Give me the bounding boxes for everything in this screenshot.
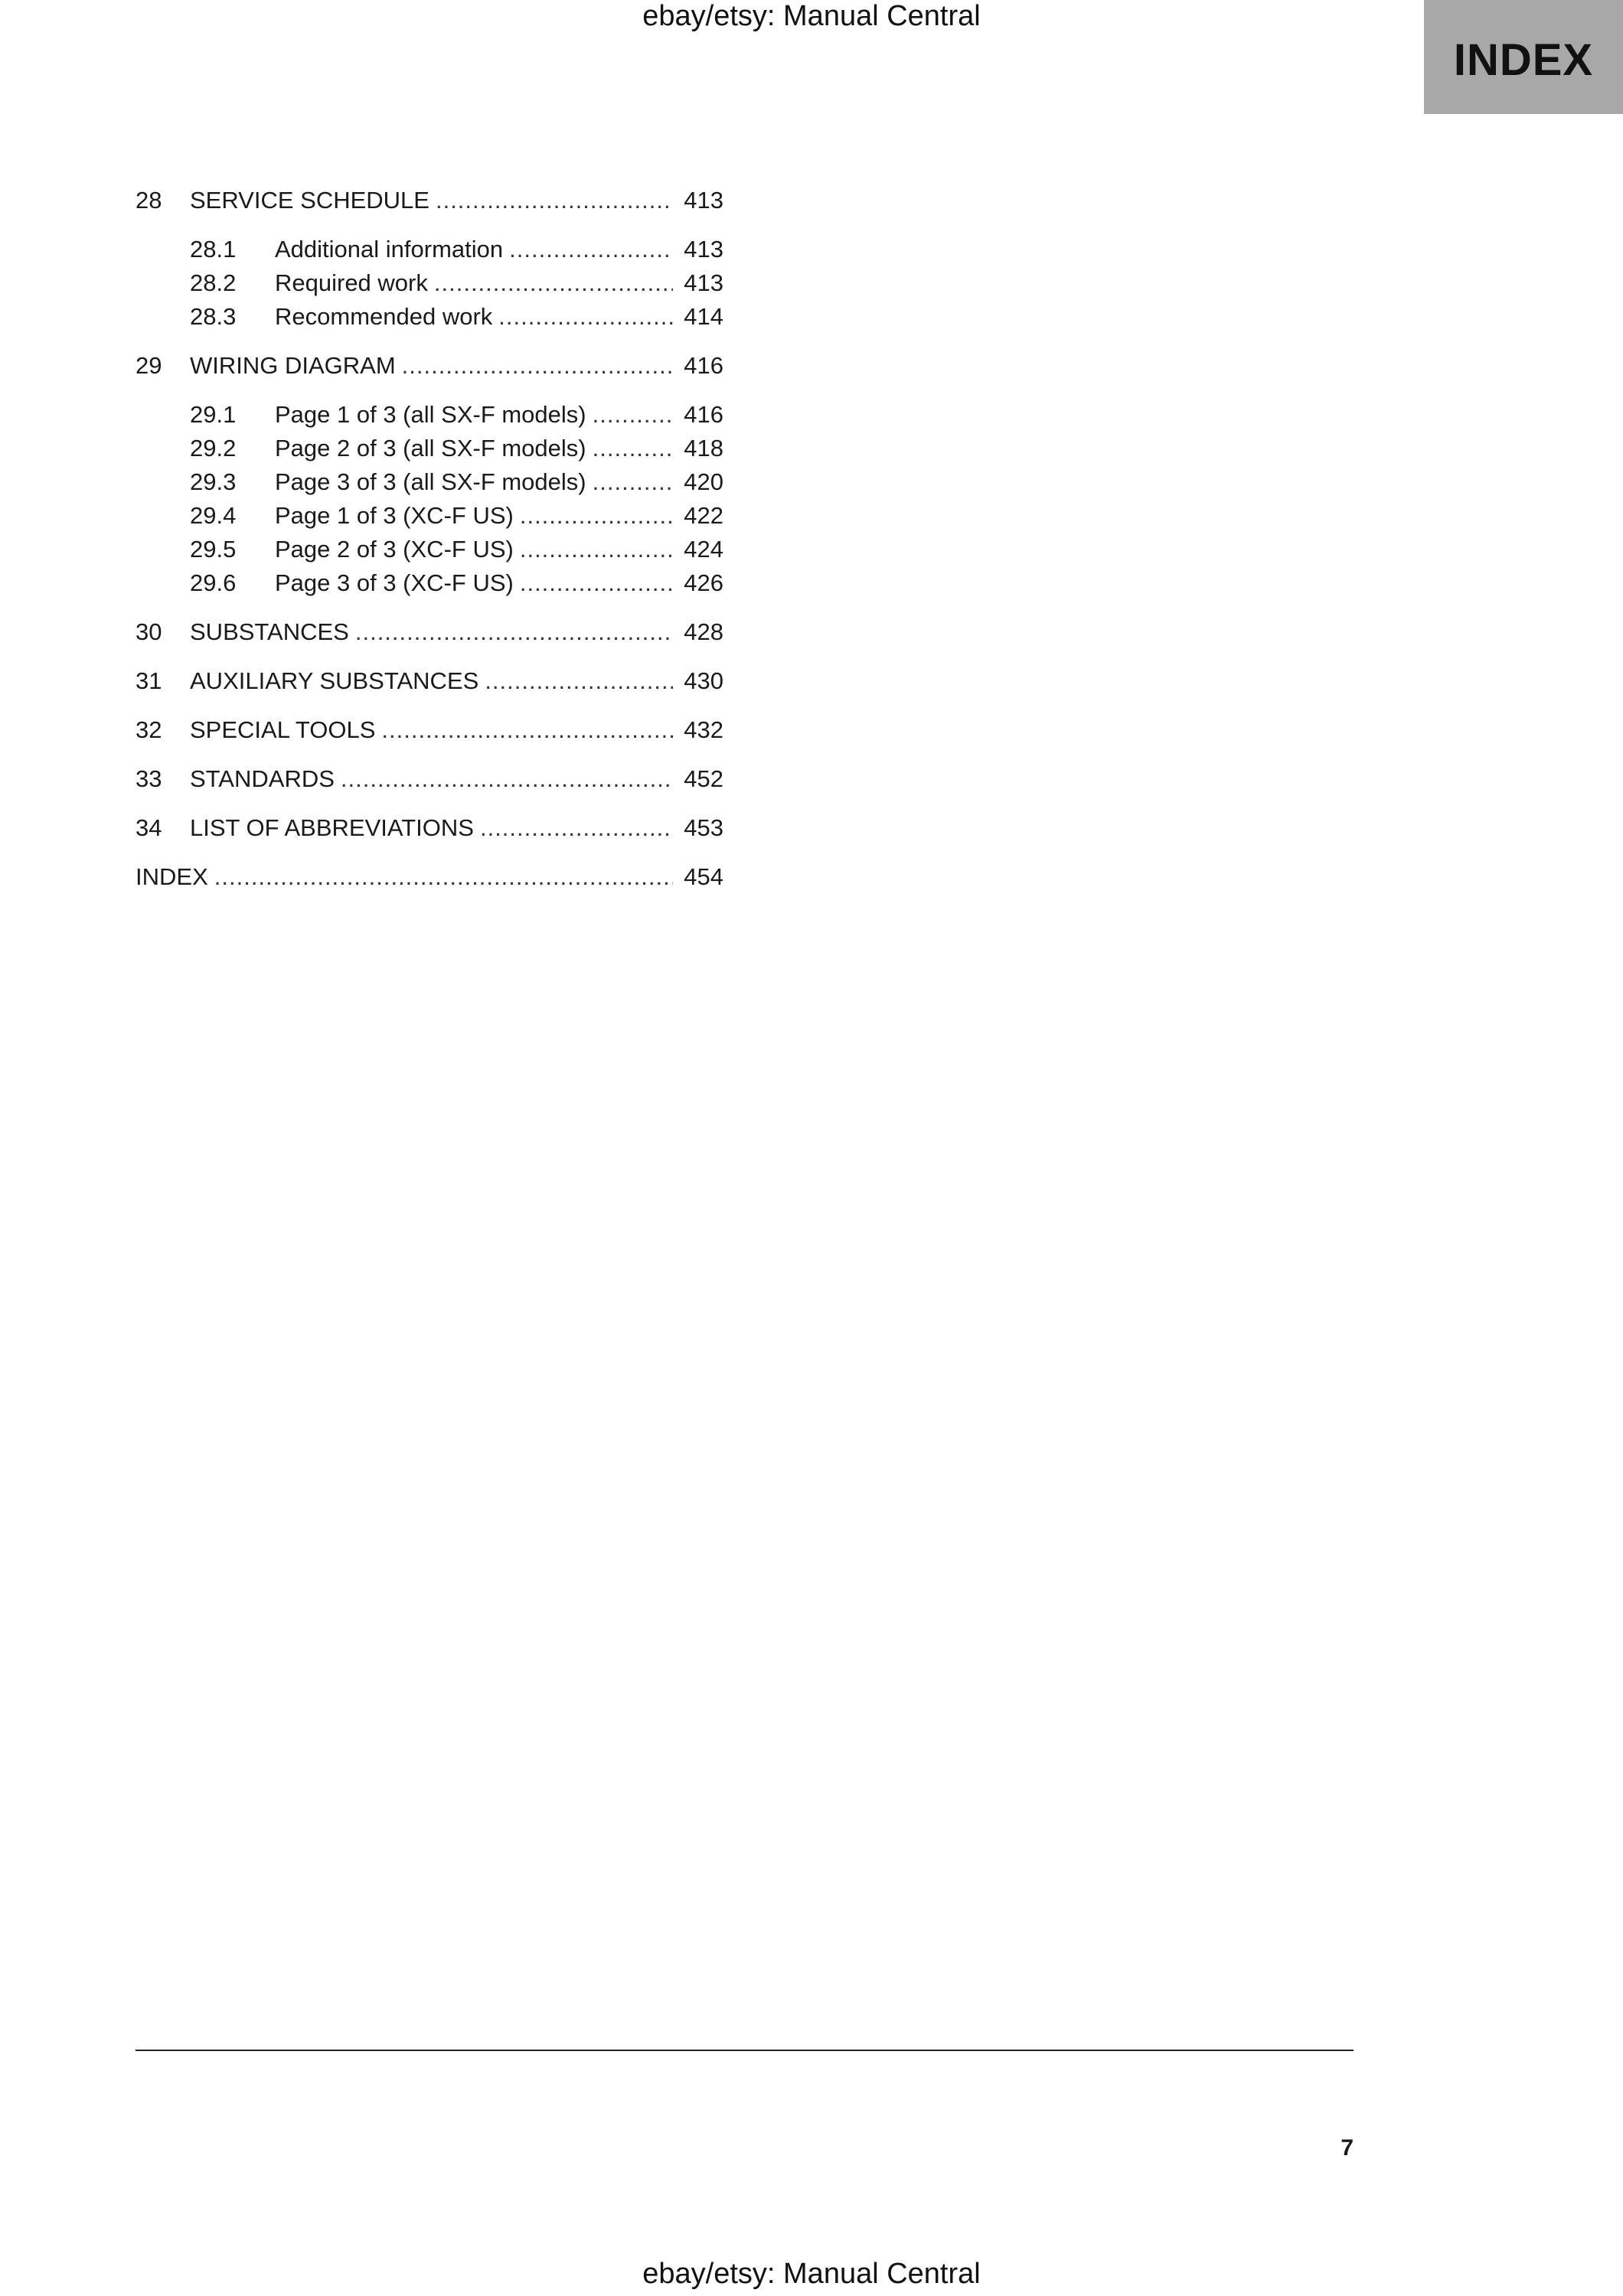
- dot-leader: [436, 184, 673, 217]
- toc-entry-page: 453: [684, 814, 723, 841]
- toc-entry-number: 28.3: [190, 303, 237, 330]
- toc-entry-29[interactable]: [136, 349, 723, 383]
- toc-entry-title: Additional information: [275, 236, 504, 263]
- dot-leader: [355, 615, 673, 649]
- table-of-contents: [136, 184, 723, 894]
- header-watermark: ebay/etsy: Manual Central: [642, 0, 981, 32]
- dot-leader: [381, 713, 673, 747]
- toc-entry-number: 29.3: [190, 468, 237, 495]
- dot-leader: [520, 566, 673, 600]
- toc-entry-28-2[interactable]: [136, 266, 723, 300]
- toc-entry-title: Recommended work: [275, 303, 493, 330]
- toc-entry-title: INDEX: [136, 863, 208, 890]
- toc-entry-page: 416: [684, 401, 723, 428]
- toc-entry-29-6[interactable]: [136, 566, 723, 600]
- toc-entry-page: 454: [684, 863, 723, 890]
- dot-leader: [485, 664, 673, 698]
- toc-entry-page: 413: [684, 187, 723, 214]
- toc-entry-page: 426: [684, 569, 723, 596]
- toc-entry-28[interactable]: [136, 184, 723, 217]
- toc-entry-number: 30: [136, 618, 162, 645]
- toc-entry-index[interactable]: [136, 860, 723, 894]
- dot-leader: [593, 398, 673, 432]
- dot-leader: [593, 432, 673, 465]
- toc-entry-page: 414: [684, 303, 723, 330]
- toc-entry-page: 422: [684, 502, 723, 529]
- toc-entry-title: Page 2 of 3 (XC-F US): [275, 536, 514, 563]
- toc-entry-number: 29.2: [190, 435, 237, 461]
- section-tab-index: INDEX: [1424, 0, 1623, 114]
- toc-entry-28-3[interactable]: [136, 300, 723, 334]
- toc-entry-33[interactable]: [136, 762, 723, 796]
- toc-entry-page: 428: [684, 618, 723, 645]
- toc-entry-title: SUBSTANCES: [190, 618, 349, 645]
- toc-entry-title: WIRING DIAGRAM: [190, 352, 396, 379]
- toc-entry-number: 29.5: [190, 536, 237, 563]
- toc-entry-title: Page 1 of 3 (all SX-F models): [275, 401, 586, 428]
- toc-entry-29-5[interactable]: [136, 533, 723, 566]
- toc-entry-title: SPECIAL TOOLS: [190, 716, 376, 743]
- toc-entry-page: 418: [684, 435, 723, 461]
- toc-entry-31[interactable]: [136, 664, 723, 698]
- toc-entry-number: 28.2: [190, 269, 237, 296]
- toc-entry-title: STANDARDS: [190, 765, 335, 792]
- dot-leader: [402, 349, 673, 383]
- dot-leader: [520, 499, 673, 533]
- toc-entry-32[interactable]: [136, 713, 723, 747]
- footer-watermark: ebay/etsy: Manual Central: [642, 2258, 981, 2290]
- dot-leader: [509, 233, 673, 266]
- footer-divider: [136, 2050, 1354, 2051]
- toc-entry-number: 34: [136, 814, 162, 841]
- toc-entry-number: 29.1: [190, 401, 237, 428]
- toc-entry-29-1[interactable]: [136, 398, 723, 432]
- toc-entry-number: 31: [136, 667, 162, 694]
- toc-entry-number: 33: [136, 765, 162, 792]
- toc-entry-title: Page 1 of 3 (XC-F US): [275, 502, 514, 529]
- toc-entry-number: 28.1: [190, 236, 237, 263]
- toc-entry-title: SERVICE SCHEDULE: [190, 187, 429, 214]
- toc-entry-number: 29: [136, 352, 162, 379]
- dot-leader: [214, 860, 673, 894]
- toc-entry-title: Page 3 of 3 (XC-F US): [275, 569, 514, 596]
- dot-leader: [498, 300, 673, 334]
- toc-entry-page: 424: [684, 536, 723, 563]
- dot-leader: [341, 762, 673, 796]
- toc-entry-number: 29.4: [190, 502, 237, 529]
- toc-entry-29-2[interactable]: [136, 432, 723, 465]
- toc-entry-28-1[interactable]: [136, 233, 723, 266]
- toc-entry-page: 416: [684, 352, 723, 379]
- dot-leader: [480, 811, 673, 845]
- dot-leader: [520, 533, 673, 566]
- toc-entry-page: 430: [684, 667, 723, 694]
- toc-entry-number: 32: [136, 716, 162, 743]
- page-number: 7: [1341, 2135, 1354, 2161]
- toc-entry-30[interactable]: [136, 615, 723, 649]
- toc-entry-29-4[interactable]: [136, 499, 723, 533]
- dot-leader: [593, 465, 673, 499]
- toc-entry-page: 413: [684, 269, 723, 296]
- toc-entry-page: 420: [684, 468, 723, 495]
- toc-entry-29-3[interactable]: [136, 465, 723, 499]
- dot-leader: [434, 266, 673, 300]
- toc-entry-page: 432: [684, 716, 723, 743]
- toc-entry-title: Page 3 of 3 (all SX-F models): [275, 468, 586, 495]
- toc-entry-page: 413: [684, 236, 723, 263]
- toc-entry-page: 452: [684, 765, 723, 792]
- toc-entry-number: 29.6: [190, 569, 237, 596]
- toc-entry-title: LIST OF ABBREVIATIONS: [190, 814, 474, 841]
- toc-entry-34[interactable]: [136, 811, 723, 845]
- toc-entry-title: AUXILIARY SUBSTANCES: [190, 667, 479, 694]
- toc-entry-title: Page 2 of 3 (all SX-F models): [275, 435, 586, 461]
- toc-entry-title: Required work: [275, 269, 428, 296]
- toc-entry-number: 28: [136, 187, 162, 214]
